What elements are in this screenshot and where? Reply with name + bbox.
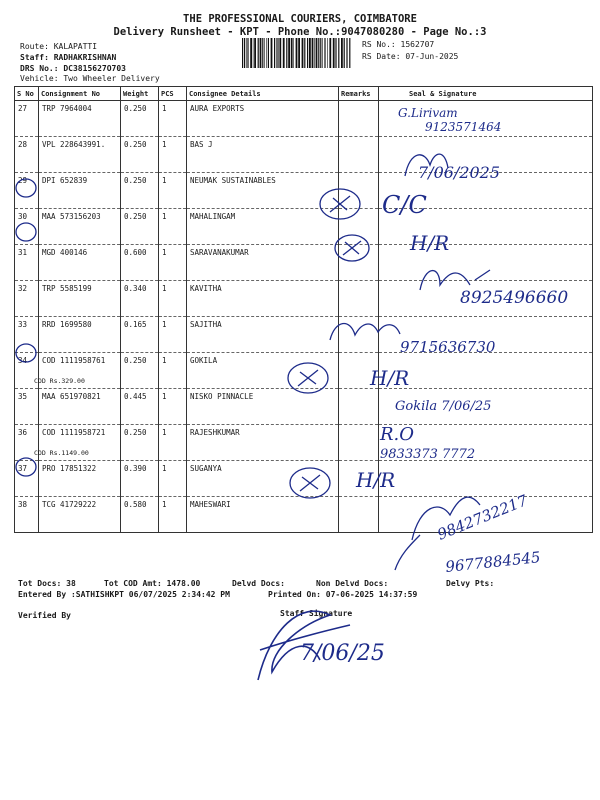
runsheet-table [14,86,593,533]
consignment-cell: TRP 7964004 [39,101,121,137]
table-row [15,209,593,245]
signature-cell [379,173,593,209]
pcs-cell: 1 [159,317,187,353]
staff-signature [258,609,353,680]
consignee-cell: RAJESHKUMAR [187,425,339,461]
consignment-cell [34,425,121,461]
sno-cell: 36 [15,425,39,461]
col-remarks: Remarks [339,87,379,101]
table-row [15,281,593,317]
signature-cell [379,245,593,281]
staff-signature-date: 7/06/25 [300,641,385,666]
handwriting-row29: C/C [382,191,427,219]
handwriting-row27: G.Lirivam [398,106,458,120]
table-row [15,389,593,425]
delivered-docs: Delvd Docs: [232,579,285,588]
weight-cell: 0.340 [121,281,159,317]
remarks-cell [339,101,379,137]
consignment-no: COD 1111958721 [42,428,106,437]
entered-by: Entered By :SATHISHKPT 06/07/2025 2:34:42 PM [18,590,230,599]
remarks-cell [339,137,379,173]
sno-cell: 33 [15,317,39,353]
remarks-cell [339,353,379,389]
staff-signature-label: Staff Signature [280,609,353,618]
col-sno: S No [15,87,39,101]
consignment-cell: TCG 41729222 [39,497,121,533]
pcs-cell: 1 [159,353,187,389]
signature-cell [379,425,593,461]
table-row [15,173,593,209]
consignee-cell: BAS J [187,137,339,173]
handwriting-row34: Gokila 7/06/25 [395,399,492,414]
handwriting-row33: H/R [370,366,410,390]
table-row [15,101,593,137]
drs-label: DRS No.: [20,64,59,73]
runsheet-subtitle: Delivery Runsheet - KPT - Phone No.:9047080280 - Page No.:3 [113,26,487,38]
consignment-cell: MAA 573156203 [39,209,121,245]
consignment-cell: MAA 651970821 [39,389,121,425]
staff-label: Staff: RADHAKRISHNAN [20,53,117,62]
col-consignee: Consignee Details [187,87,339,101]
handwriting-row38: 9677884545 [444,548,542,576]
signature-cell [379,497,593,533]
consignment-cell: PRO 17851322 [39,461,121,497]
total-cod-amount: Tot COD Amt: 1478.00 [104,579,201,588]
consignee-cell: KAVITHA [187,281,339,317]
drs-number [20,64,126,73]
remarks-cell [339,425,379,461]
consignee-cell: SARAVANAKUMAR [187,245,339,281]
handwriting-row37: 9842732217 [434,491,530,544]
sno-cell: 35 [15,389,39,425]
signature-cell [379,101,593,137]
consignment-no: COD 1111958761 [42,356,106,365]
remarks-cell [339,461,379,497]
col-signature: Seal & Signature [379,87,593,101]
verified-by: Verified By [18,611,71,620]
pcs-cell: 1 [159,281,187,317]
sno-cell: 28 [15,137,39,173]
consignee-cell: NEUMAK SUSTAINABLES [187,173,339,209]
consignment-cell: RRD 1699580 [39,317,121,353]
sno-cell: 38 [15,497,39,533]
col-weight: Weight [121,87,159,101]
weight-cell: 0.165 [121,317,159,353]
col-pcs: PCS [159,87,187,101]
weight-cell: 0.250 [121,101,159,137]
cod-amount: COD Rs.1149.00 [34,449,89,457]
printed-on: Printed On: 07-06-2025 14:37:59 [268,590,418,599]
consignment-cell: VPL 228643991. [39,137,121,173]
non-delivered-docs: Non Delvd Docs: [316,579,389,588]
remarks-cell [339,245,379,281]
table-row [15,425,593,461]
handwriting-row27-phone: 9123571464 [425,120,502,134]
barcode [242,38,352,68]
signature-cell [379,389,593,425]
company-title: THE PROFESSIONAL COURIERS, COIMBATORE [183,13,417,25]
remarks-cell [339,209,379,245]
table-row [15,137,593,173]
weight-cell: 0.250 [121,209,159,245]
pcs-cell: 1 [159,209,187,245]
consignee-cell: MAHESWARI [187,497,339,533]
pcs-cell: 1 [159,173,187,209]
table-row [15,497,593,533]
remarks-cell [339,281,379,317]
signature-cell [379,353,593,389]
consignment-cell: TRP 5585199 [39,281,121,317]
total-docs: Tot Docs: 38 [18,579,76,588]
weight-cell: 0.250 [121,353,159,389]
route-label: Route: KALAPATTI [20,42,98,51]
signature-cell [379,281,593,317]
handwriting-row35: R.O [380,424,415,445]
drs-value: DC3815627O703 [63,64,126,73]
consignee-cell: SAJITHA [187,317,339,353]
sno-cell: 29 [15,173,39,209]
pcs-cell: 1 [159,137,187,173]
table-row [15,245,593,281]
handwriting-row31: 8925496660 [460,288,569,308]
pcs-cell: 1 [159,425,187,461]
consignee-cell: GOKILA [187,353,339,389]
signature-cell [379,317,593,353]
consignment-cell: DPI 652839 [39,173,121,209]
sno-cell: 27 [15,101,39,137]
table-header [15,87,593,101]
pcs-cell: 1 [159,245,187,281]
weight-cell: 0.390 [121,461,159,497]
remarks-cell [339,317,379,353]
handwriting-row36: H/R [356,468,396,492]
cod-amount: COD Rs.329.00 [34,377,85,385]
remarks-cell [339,389,379,425]
weight-cell: 0.250 [121,425,159,461]
pcs-cell: 1 [159,461,187,497]
rs-date: RS Date: 07-Jun-2025 [362,52,459,61]
pcs-cell: 1 [159,497,187,533]
handwriting-row35-phone: 9833373 7772 [380,447,476,462]
sno-cell: 34 [15,353,39,389]
table-row [15,317,593,353]
table-row [15,353,593,389]
weight-cell: 0.580 [121,497,159,533]
remarks-cell [339,173,379,209]
remarks-cell [339,497,379,533]
consignment-cell: MGD 400146 [39,245,121,281]
weight-cell: 0.250 [121,137,159,173]
delivery-points: Delvy Pts: [446,579,495,588]
table-row [15,461,593,497]
vehicle-label: Vehicle: Two Wheeler Delivery [20,74,160,83]
signature-cell [379,209,593,245]
handwriting-row32: 9715636730 [400,338,496,356]
sno-cell: 30 [15,209,39,245]
sno-cell: 31 [15,245,39,281]
handwriting-row28: 7/06/2025 [418,163,501,182]
sno-cell: 37 [15,461,39,497]
signature-cell [379,137,593,173]
consignee-cell: AURA EXPORTS [187,101,339,137]
signature-cell [379,461,593,497]
weight-cell: 0.250 [121,173,159,209]
weight-cell: 0.600 [121,245,159,281]
consignee-cell: MAHALINGAM [187,209,339,245]
pcs-cell: 1 [159,101,187,137]
pcs-cell: 1 [159,389,187,425]
weight-cell: 0.445 [121,389,159,425]
handwriting-row30: H/R [410,231,450,255]
consignment-cell [34,353,121,389]
col-consignment: Consignment No [39,87,121,101]
rs-number: RS No.: 1562707 [362,40,435,49]
consignee-cell: NISKO PINNACLE [187,389,339,425]
consignee-cell: SUGANYA [187,461,339,497]
row38-signature [395,535,420,570]
sno-cell: 32 [15,281,39,317]
